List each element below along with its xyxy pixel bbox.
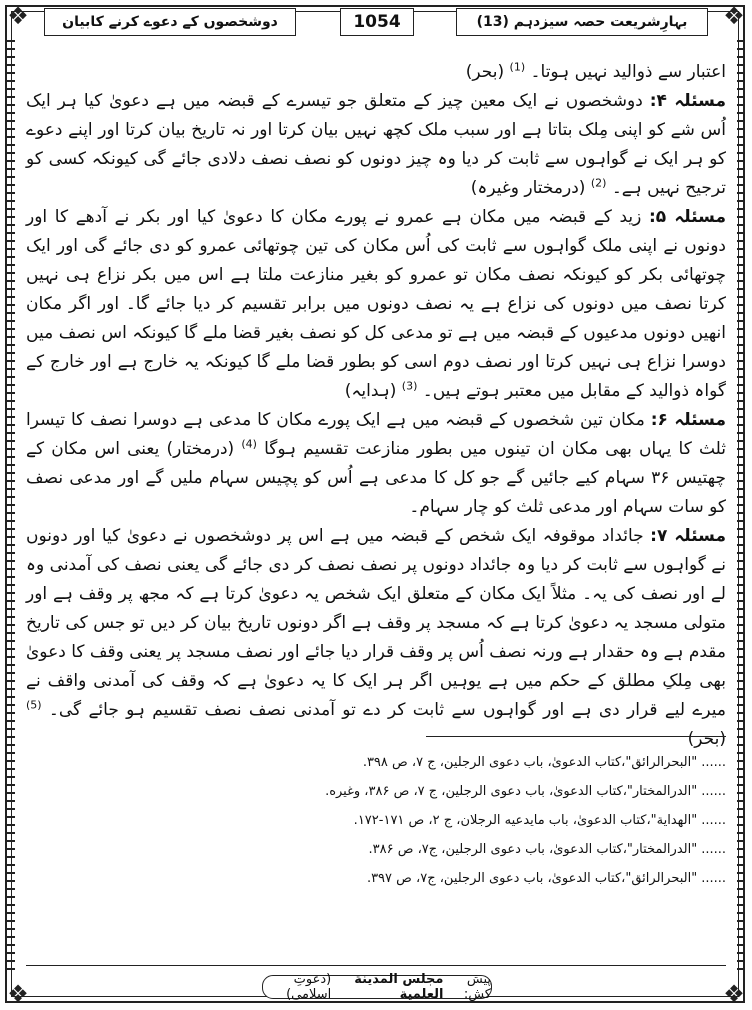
right-border-ornament: [737, 40, 745, 970]
footnote-item: ...... "الدرالمختار"،كتاب الدعوىٰ، باب دعوى الرجلين، ج۷، ص ۳۸۶.: [368, 842, 726, 857]
footnote-item: ...... "الهداية"،كتاب الدعوىٰ، باب مايدعيه الرجلان، ج ۲، ص ۱۷۱-۱۷۲.: [353, 813, 726, 828]
page-number: 1054: [340, 8, 414, 36]
footnote-ref: (5): [26, 698, 42, 712]
publisher-name: مجلس المدينة العلمية: [354, 972, 444, 1002]
main-text: [26, 58, 726, 754]
masala-label: مسئلہ ۷:: [650, 526, 726, 546]
source-citation: (بحر): [687, 729, 726, 749]
source-citation: (ہدایہ): [344, 381, 397, 401]
corner-ornament-icon: ❖: [7, 980, 29, 1008]
masala-label: مسئلہ ۶:: [650, 410, 726, 430]
footnote-divider: [426, 736, 726, 737]
chapter-title: دوشخصوں کے دعوے کرنے کابیان: [44, 8, 296, 36]
corner-ornament-icon: ❖: [723, 980, 745, 1008]
masala-6: مسئلہ ۶: مکان تین شخصوں کے قبضہ میں ہے ایک پورے مکان کا مدعی ہے دوسرا نصف کا تیسرا ثلث کا یہاں بھی مکان ان تینوں میں بطور منازعت تقسیم ہوگا $^{(4)}$ (درمختار) یعنی اس مکان کے چھتیس ۳۶ سہام کیے جائیں گے جو کل کا مدعی ہے اُس کو پچیس سہام ملیں گے اور مدعی نصف کو سات سہام اور مدعی ثلث کو چار سہام۔: [26, 410, 727, 517]
publisher-suffix: (دعوتِ اسلامی): [286, 972, 332, 1002]
page-header: [44, 8, 708, 36]
footer-divider: [26, 965, 726, 966]
source-citation: (درمختار): [166, 439, 235, 459]
masala-5: مسئلہ ۵: زید کے قبضہ میں مکان ہے عمرو نے پورے مکان کا دعویٰ کیا اور بکر نے آدھے کا اور دونوں نے اپنی ملک گواہوں سے ثابت کی اُس مکان کی تین چوتھائی عمرو کو دی جائے گی اور ایک چوتھائی بکر کو کیونکہ نصف مکان تو عمرو کو بغیر منازعت ملتا ہے اس میں بکر نزاع ہی نہیں کرتا نصف میں دونوں کی نزاع ہے یہ نصف دونوں میں برابر تقسیم کر دیا جائے گا۔ اور اگر مکان انھیں دونوں مدعیوں کے قبضہ میں ہے تو مدعی کل کو نصف بغیر قضا ملے گا کیونکہ اس نصف میں دوسرا نزاع ہی نہیں کرتا اور نصف دوم اسی کو بطور قضا ملے گا کیونکہ یہ خارج ہے اور خارج کے گواہ ذوالید کے مقابل میں معتبر ہوتے ہیں۔ $^{(3)}$ (ہدایہ): [26, 207, 726, 401]
paragraph-continuation: اعتبار سے ذوالید نہیں ہوتا۔ $^{(1)}$ (بحر): [465, 60, 726, 82]
corner-ornament-icon: ❖: [7, 2, 29, 30]
masala-7: مسئلہ ۷: جائداد موقوفہ ایک شخص کے قبضہ میں ہے اس پر دوشخصوں نے دعویٰ کیا اور دونوں نے گواہوں سے ثابت کر دیا وہ جائداد دونوں پر نصف نصف کر دی جائے گی یعنی نصف کی آمدنی وہ لے اور نصف کی یہ۔ مثلاً ایک مکان کے متعلق ایک شخص یہ دعویٰ کرتا ہے کہ مجھ پر وقف ہے اور متولی مسجد یہ دعویٰ کرتا ہے کہ مسجد پر وقف ہے اگر دونوں تاریخ بیان کر دیں تو جس کی تاریخ مقدم ہے وہ حقدار ہے ورنہ نصف اُس پر وقف قرار دیا جائے اور نصف مسجد پر یعنی وقف کا دعویٰ بھی مِلکِ مطلق کے حکم میں ہے یوہیں اگر ہر ایک کا یہ دعویٰ ہے کہ وقف کی آمدنی واقف نے میرے لیے قرار دی ہے اور گواہوں سے ثابت کر دے تو آمدنی نصف نصف تقسیم ہو جائے گی۔ $^{(5)}$ (بحر): [26, 526, 726, 749]
masala-label: مسئلہ ۴:: [649, 91, 726, 111]
footnote-ref: (4): [241, 437, 257, 451]
footnote-ref: (2): [590, 176, 607, 190]
footnote-item: ...... "البحرالرائق"،كتاب الدعوىٰ، باب دعوى الرجلين، ج ۷، ص ۳۹۸.: [362, 755, 726, 770]
footnote-item: ...... "البحرالرائق"،كتاب الدعوىٰ، باب دعوى الرجلين، ج۷، ص ۳۹۷.: [366, 871, 726, 886]
source-citation: (بحر): [465, 62, 505, 82]
publisher-footer: [262, 972, 492, 1002]
masala-4: مسئلہ ۴: دوشخصوں نے ایک معین چیز کے متعلق جو تیسرے کے قبضہ میں ہے دعویٰ کیا ہر ایک اُس شے کو اپنی مِلک بتاتا ہے اور سبب ملک کچھ نہیں بیان کرتا اور نہ تاریخ بیان کرتا اور اپنے دعوے کو ہر ایک نے گواہوں سے ثابت کر دیا وہ چیز دونوں کو نصف نصف دلادی جائے گی کیونکہ کسی کو ترجیح نہیں ہے۔ $^{(2)}$ (درمختار وغیرہ): [26, 91, 726, 198]
source-citation: (درمختار وغیرہ): [470, 178, 586, 198]
footnote-ref: (3): [401, 379, 418, 393]
footnotes: [26, 748, 726, 893]
footnote-item: ...... "الدرالمختار"،كتاب الدعوىٰ، باب دعوى الرجلين، ج ۷، ص ۳۸۶، وغيره.: [325, 784, 726, 799]
corner-ornament-icon: ❖: [723, 2, 745, 30]
footnote-ref: (1): [509, 60, 526, 74]
masala-label: مسئلہ ۵:: [648, 207, 726, 227]
left-border-ornament: [7, 40, 15, 970]
footer-prefix: پیش کش:: [463, 972, 491, 1002]
book-title: بہارِشریعت حصہ سیزدہم (13): [456, 8, 708, 36]
